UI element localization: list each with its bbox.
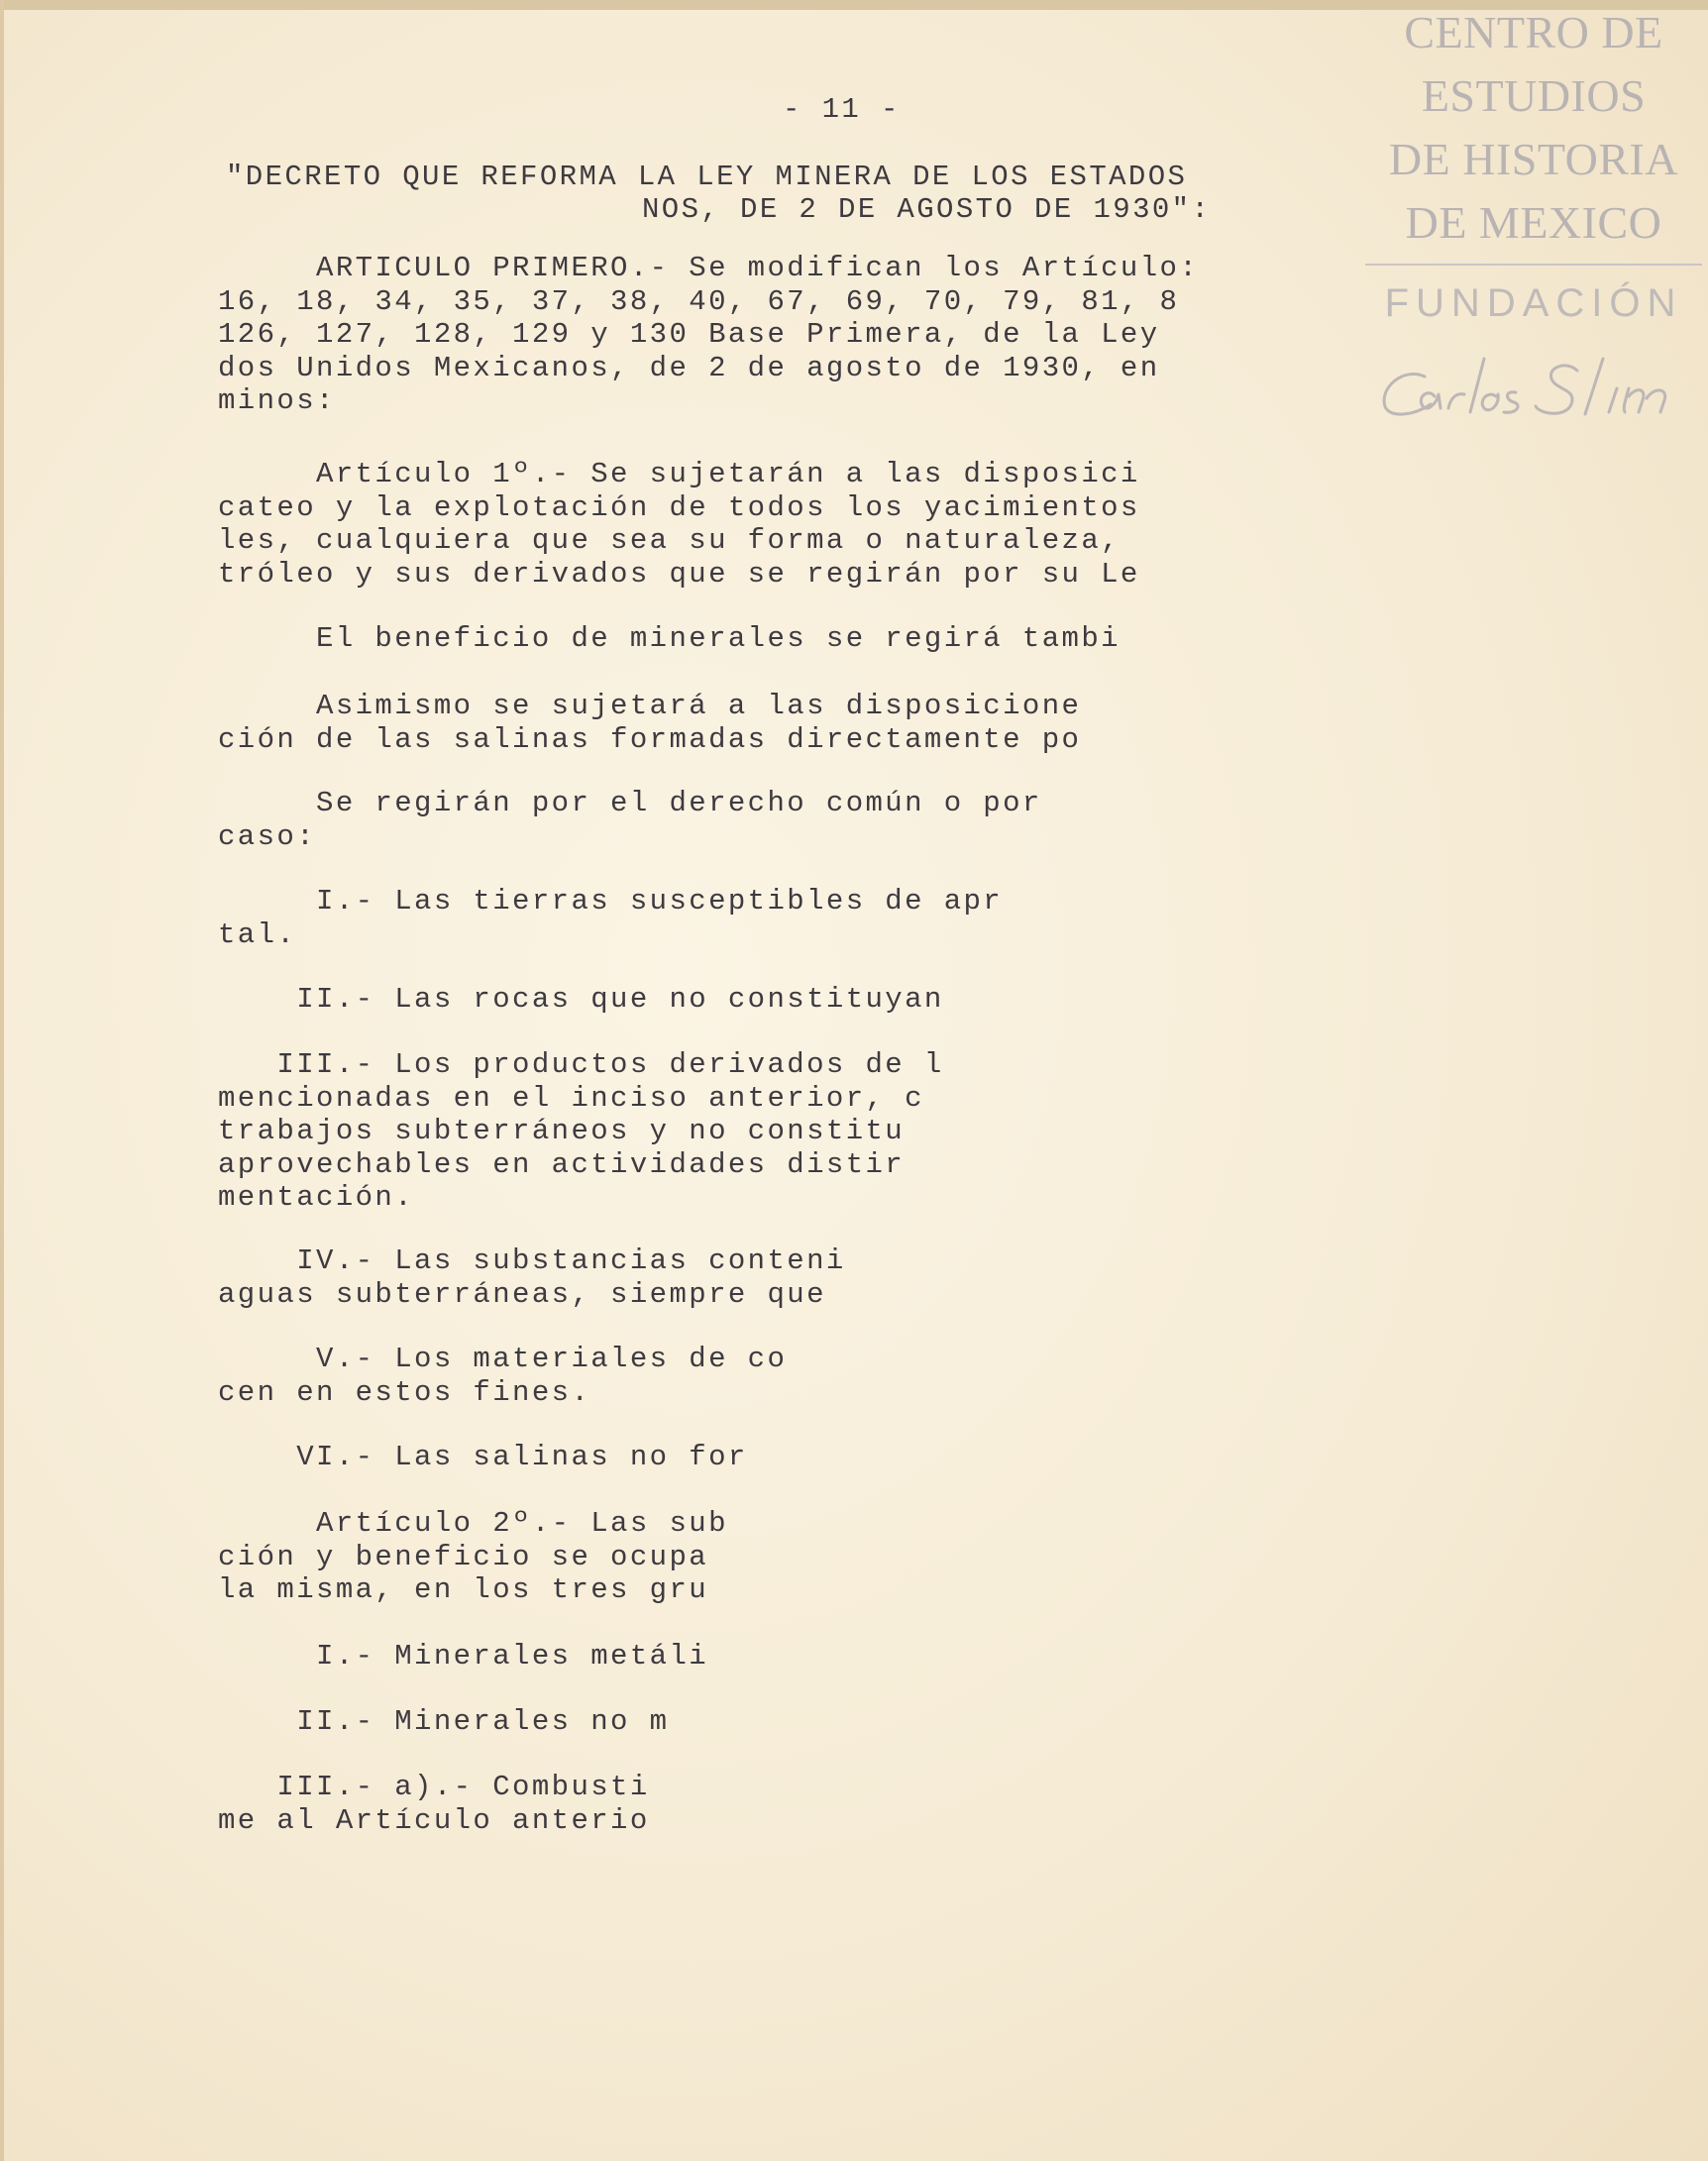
paragraph-2-line-1: Artículo 1º.- Se sujetarán a las disposici [218, 458, 1140, 490]
paragraph-5-line-2: caso: [218, 819, 317, 853]
paragraph-10-line-1: V.- Los materiales de co [218, 1343, 788, 1375]
paragraph-4-line-1: Asimismo se sujetará a las disposicione [218, 690, 1082, 722]
archive-stamp [1365, 0, 1702, 436]
paragraph-1-line-2: 16, 18, 34, 35, 37, 38, 40, 67, 69, 70, 79, 81, 8 [218, 284, 1180, 318]
paragraph-1-line-3: 126, 127, 128, 129 y 130 Base Primera, de la Ley [218, 318, 1160, 351]
paragraph-9-line-2: aguas subterráneas, siempre que [218, 1277, 826, 1311]
paragraph-15-line-1: III.- a).- Combusti [218, 1771, 650, 1803]
page-left-edge [0, 0, 4, 2161]
paragraph-2-line-2: cateo y la explotación de todos los yacimientos [218, 490, 1140, 524]
paragraph-8-line-5: mentación. [218, 1181, 415, 1214]
stamp-line-3: DE HISTORIA [1388, 134, 1679, 184]
paragraph-2-line-3: les, cualquiera que sea su forma o naturaleza, [218, 524, 1121, 557]
paragraph-4-line-2: ción de las salinas formadas directamente po [218, 722, 1082, 756]
paragraph-6-line-2: tal. [218, 918, 297, 951]
paragraph-8-line-1: III.- Los productos derivados de l [218, 1048, 944, 1081]
stamp-line-1: CENTRO DE [1404, 7, 1663, 57]
stamp-divider [1365, 264, 1702, 266]
paragraph-1-line-1: ARTICULO PRIMERO.- Se modifican los Artículo: [218, 252, 1200, 284]
paragraph-8-line-3: trabajos subterráneos y no constitu [218, 1115, 906, 1147]
paragraph-12-line-2: ción y beneficio se ocupa [218, 1540, 709, 1573]
paragraph-1-line-4: dos Unidos Mexicanos, de 2 de agosto de 1930, en [218, 351, 1160, 384]
paragraph-15-line-2: me al Artículo anterio [218, 1803, 650, 1837]
paragraph-8-line-4: aprovechables en actividades distir [218, 1147, 906, 1181]
paragraph-7-line-1: II.- Las rocas que no constituyan [218, 983, 944, 1016]
paragraph-10-line-2: cen en estos fines. [218, 1375, 591, 1409]
paragraph-3-line-1: El beneficio de minerales se regirá tambi [218, 622, 1121, 655]
paragraph-12-line-1: Artículo 2º.- Las sub [218, 1507, 728, 1540]
signature-logo [1373, 349, 1700, 428]
page-number: - 11 - [783, 93, 901, 126]
stamp-foundation: FUNDACIÓN [1384, 281, 1683, 325]
title-line-2: NOS, DE 2 DE AGOSTO DE 1930": [642, 193, 1212, 226]
paragraph-11-line-1: VI.- Las salinas no for [218, 1441, 748, 1473]
paragraph-9-line-1: IV.- Las substancias conteni [218, 1244, 846, 1277]
paragraph-13-line-1: I.- Minerales metáli [218, 1640, 709, 1673]
paragraph-5-line-1: Se regirán por el derecho común o por [218, 787, 1042, 819]
paragraph-12-line-3: la misma, en los tres gru [218, 1573, 709, 1606]
paragraph-14-line-1: II.- Minerales no m [218, 1705, 670, 1738]
stamp-line-4: DE MEXICO [1405, 197, 1662, 248]
paragraph-8-line-2: mencionadas en el inciso anterior, c [218, 1081, 924, 1115]
paragraph-2-line-4: tróleo y sus derivados que se regirán por su Le [218, 557, 1140, 591]
paragraph-6-line-1: I.- Las tierras susceptibles de apr [218, 885, 1004, 918]
title-line-1: "DECRETO QUE REFORMA LA LEY MINERA DE LOS ESTADOS [226, 161, 1188, 193]
stamp-line-2: ESTUDIOS [1421, 70, 1647, 121]
paragraph-1-line-5: minos: [218, 384, 336, 417]
